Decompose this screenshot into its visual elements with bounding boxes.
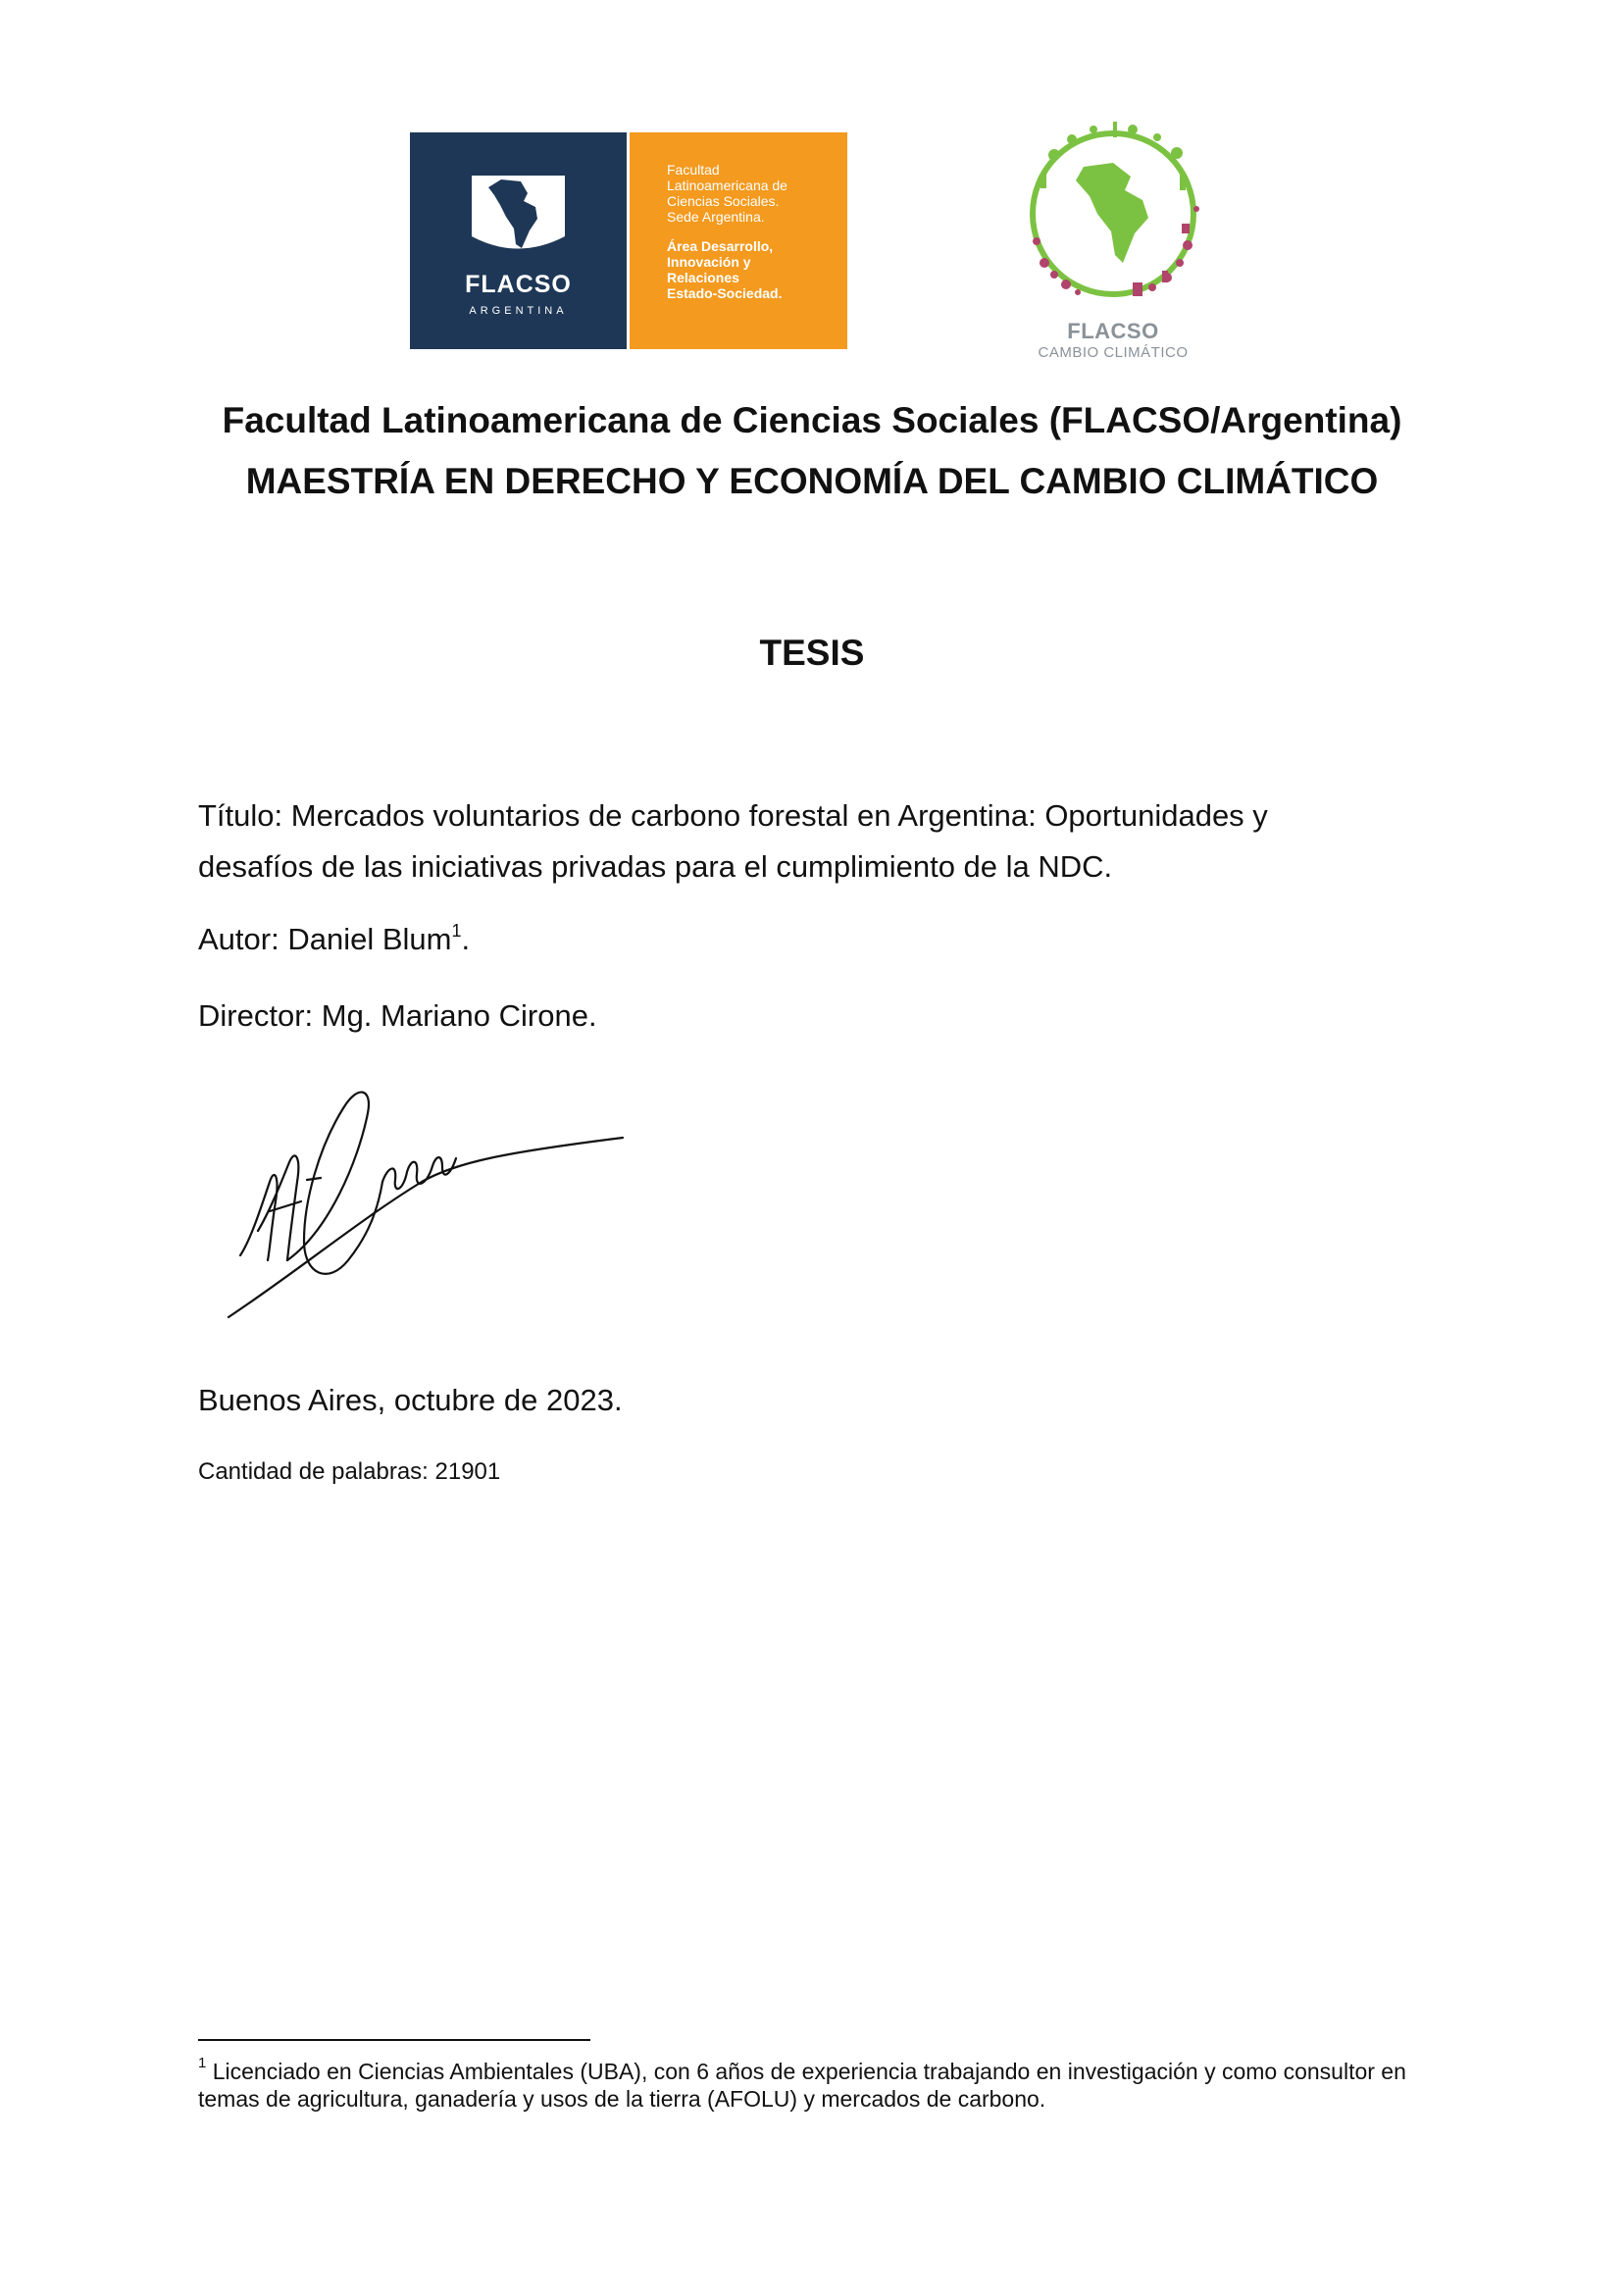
logo-bold-line: Área Desarrollo,	[667, 238, 774, 254]
flacso-cambio-climatico-logo	[1015, 116, 1211, 361]
institution-heading: Facultad Latinoamericana de Ciencias Sociales (FLACSO/Argentina)	[222, 400, 1402, 440]
thesis-title-line: desafíos de las iniciativas privadas para el cumplimiento de la NDC.	[198, 849, 1113, 884]
logo-bold-line: Relaciones	[667, 270, 739, 285]
logo-orange-text	[667, 162, 787, 301]
thesis-title	[198, 790, 1424, 892]
logo-orange-panel	[630, 132, 847, 349]
logo-argentina-word: ARGENTINA	[469, 305, 568, 317]
footnote-mark: 1	[198, 2055, 207, 2072]
logo-line: Sede Argentina.	[667, 209, 765, 225]
logo-navy-panel	[410, 132, 627, 349]
logo-line: Ciencias Sociales.	[667, 193, 780, 209]
cc-logo-flacso-word: FLACSO	[1067, 319, 1159, 343]
author-line	[198, 914, 470, 965]
author-end: .	[461, 922, 471, 956]
program-heading: MAESTRÍA EN DERECHO Y ECONOMÍA DEL CAMBIO CLIMÁTICO	[245, 461, 1379, 501]
signature-image	[211, 1064, 642, 1319]
climate-globe-icon	[1015, 116, 1211, 312]
logo-line: Latinoamericana de	[667, 178, 787, 193]
footnote-reference: 1	[451, 920, 462, 941]
director-line: Director: Mg. Mariano Cirone.	[198, 998, 597, 1033]
logo-bold-line: Innovación y	[667, 254, 751, 270]
logo-flacso-word: FLACSO	[465, 271, 572, 298]
logo-bold-line: Estado-Sociedad.	[667, 285, 783, 301]
flacso-argentina-logo	[410, 132, 847, 349]
logo-line: Facultad	[667, 162, 720, 178]
word-count: Cantidad de palabras: 21901	[198, 1458, 501, 1485]
footnote	[198, 2055, 1434, 2113]
author-label: Autor: Daniel Blum	[198, 922, 452, 956]
thesis-title-line: Título: Mercados voluntarios de carbono forestal en Argentina: Oportunidades y	[198, 798, 1268, 833]
cc-logo-subtitle: CAMBIO CLIMÁTICO	[1038, 344, 1189, 361]
footnote-separator	[198, 2039, 590, 2041]
latin-america-shield-icon	[467, 168, 570, 261]
footnote-text: Licenciado en Ciencias Ambientales (UBA), con 6 años de experiencia trabajando en investigación y como consultor en temas de agricultura, ganadería y usos de la tierra (AFOLU) y mercados de carbono.	[198, 2059, 1406, 2112]
document-type-heading: TESIS	[759, 633, 865, 673]
place-date: Buenos Aires, octubre de 2023.	[198, 1383, 623, 1417]
